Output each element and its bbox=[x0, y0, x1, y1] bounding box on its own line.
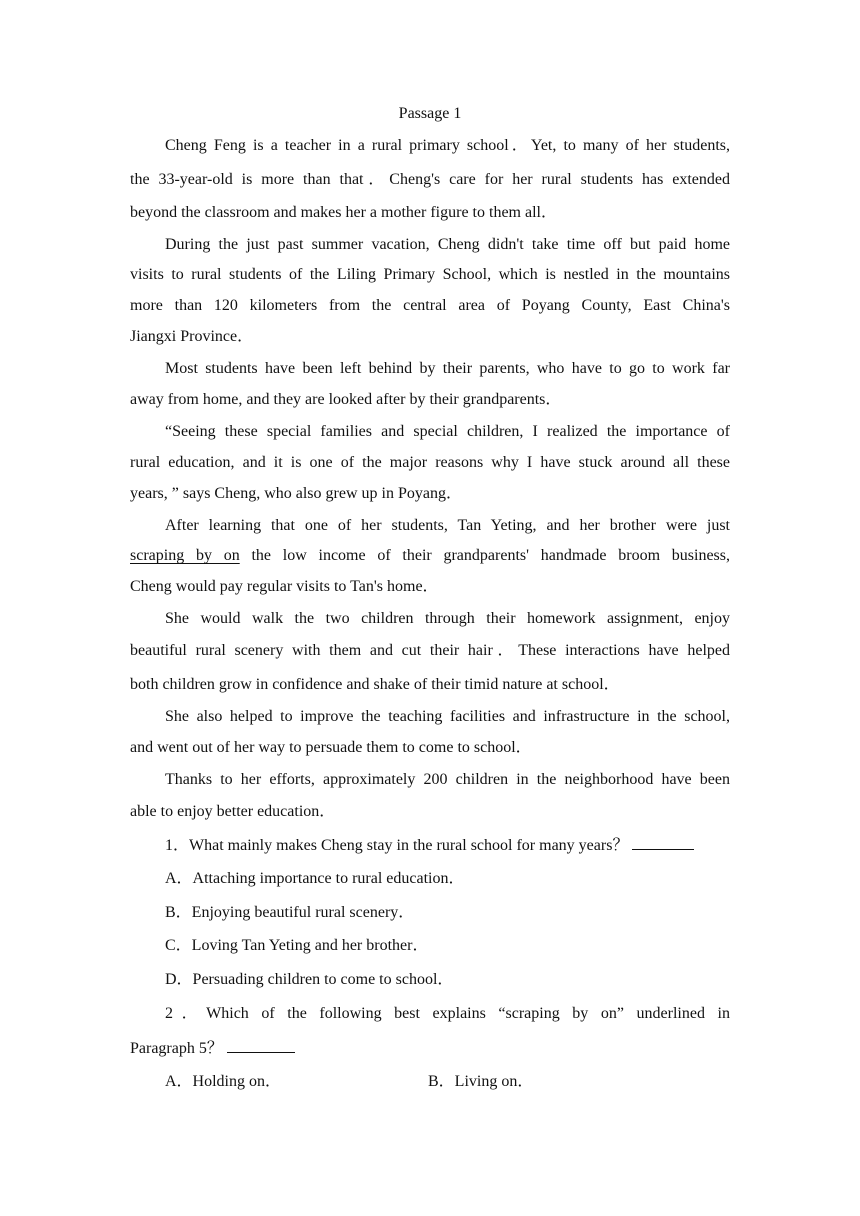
p7-line-2: and went out of her way to persuade them to come to school． bbox=[130, 739, 532, 756]
p8-line-2: able to enjoy better education． bbox=[130, 803, 336, 820]
q2-stem-line-1: 2．Which of the following best explains “scraping by on” underlined in bbox=[165, 1005, 730, 1022]
q2-options-row bbox=[165, 1072, 730, 1092]
p3-line-1: Most students have been left behind by their parents, who have to go to work far bbox=[165, 360, 730, 377]
p6-line-2: beautiful rural scenery with them and cut their hair．These interactions have helped bbox=[130, 642, 730, 659]
p1-line-2: the 33-year-old is more than that．Cheng's care for her rural students has extended bbox=[130, 171, 730, 188]
q1-stem bbox=[165, 835, 730, 856]
p6-line-3: both children grow in confidence and shake of their timid nature at school． bbox=[130, 676, 620, 693]
p2-line-1: During the just past summer vacation, Cheng didn't take time off but paid home bbox=[165, 236, 730, 253]
q1-option-d: D．Persuading children to come to school． bbox=[165, 971, 454, 988]
p8-line-1: Thanks to her efforts, approximately 200 children in the neighborhood have been bbox=[165, 771, 730, 788]
p3-line-2: away from home, and they are looked after by their grandparents． bbox=[130, 391, 562, 408]
p4-line-2: rural education, and it is one of the major reasons why I have stuck around all these bbox=[130, 454, 730, 471]
p5-line-1: After learning that one of her students, Tan Yeting, and her brother were just bbox=[165, 517, 730, 534]
p6-line-1: She would walk the two children through their homework assignment, enjoy bbox=[165, 610, 730, 627]
p4-line-1: “Seeing these special families and special children, I realized the importance of bbox=[165, 423, 730, 440]
q1-stem-text: 1．What mainly makes Cheng stay in the rural school for many years？ bbox=[165, 837, 629, 854]
p2-line-4: Jiangxi Province． bbox=[130, 328, 254, 345]
q2-answer-blank[interactable] bbox=[227, 1038, 295, 1053]
q1-answer-blank[interactable] bbox=[632, 835, 694, 850]
p1-line-1: Cheng Feng is a teacher in a rural primary school．Yet, to many of her students, bbox=[165, 137, 730, 154]
p7-line-1: She also helped to improve the teaching facilities and infrastructure in the school, bbox=[165, 708, 730, 725]
p5-line-3: Cheng would pay regular visits to Tan's home． bbox=[130, 578, 439, 595]
q2-stem-text: Paragraph 5？ bbox=[130, 1040, 223, 1057]
q2-option-a: A．Holding on． bbox=[165, 1073, 282, 1090]
p5-line-2 bbox=[130, 546, 730, 566]
q1-option-c: C．Loving Tan Yeting and her brother． bbox=[165, 937, 429, 954]
p2-line-3: more than 120 kilometers from the central area of Poyang County, East China's bbox=[130, 297, 730, 314]
underlined-phrase: scraping by on bbox=[130, 547, 240, 564]
p2-line-2: visits to rural students of the Liling Primary School, which is nestled in the mountains bbox=[130, 266, 730, 283]
q2-stem-line-2 bbox=[130, 1038, 730, 1059]
q1-option-b: B．Enjoying beautiful rural scenery． bbox=[165, 904, 415, 921]
passage-title: Passage 1 bbox=[398, 105, 462, 122]
q2-option-b: B．Living on． bbox=[428, 1073, 534, 1090]
p4-line-3: years, ” says Cheng, who also grew up in Poyang． bbox=[130, 485, 462, 502]
p5-line-2-rest: the low income of their grandparents' handmade broom business, bbox=[239, 547, 730, 564]
q1-option-a: A．Attaching importance to rural education． bbox=[165, 870, 465, 887]
p1-line-3: beyond the classroom and makes her a mother figure to them all． bbox=[130, 204, 557, 221]
